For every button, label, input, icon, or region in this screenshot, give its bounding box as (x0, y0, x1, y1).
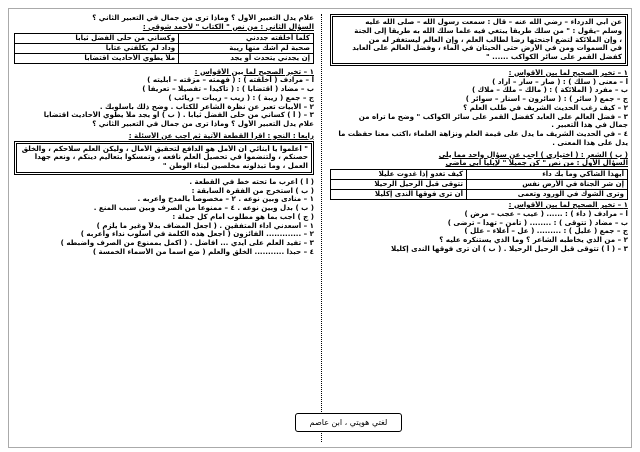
poem-hemistich: وترى الشوك في الورود وتعمى (467, 190, 628, 200)
question-item: ٤ – حبذا ........... الخلق والعلم ( ضع اسماً من الأسماء الخمسة ) (92, 247, 314, 256)
question-item: علام يدل التعبير الأول ؟ وماذا ترى من جمال في التعبير الثاني ؟ (92, 14, 314, 22)
poem-row (15, 33, 314, 43)
signature-label: لغتي هويتي ، ابن عاصم (295, 413, 402, 432)
poem-row (15, 53, 314, 63)
question-heading: ١ – تخير الصحيح لما بين الأقواس : (508, 68, 628, 77)
question-item: علام يدل التعبير الأول ؟ وماذا ترى من جمال في التعبير الثاني ؟ (92, 120, 314, 128)
poem-hemistich: أن ترى فوقها الندى إكليلا (331, 190, 467, 200)
question-item: يدل على هذا المعنى . (552, 138, 628, 147)
right-column (330, 14, 628, 254)
question-heading: السؤال الثاني : من نص " الكتاب " لأحمد شوقي : (142, 22, 314, 31)
question-item: ٢ – ............. الفائزون ( اجعل هذه الكلمة في أسلوب نداء وأعربه ) (80, 230, 314, 239)
poem-row (331, 180, 628, 190)
passage-line: ، وإن الملائكة لتضع أجنحتها رضاً لطالب العلم ، وإن العالم ليستغفر له من (368, 35, 622, 44)
poem-row (15, 43, 314, 53)
question-item: ٣ – ( أ ) كساني من حلى الفضل ثيابا . ( ب ) أو يجد ملأ يطوي الأحاديث اقتضابا (43, 111, 314, 120)
question-item: أ – مرادف ( داء ) : ...... ( عيب – عجب – مرض ) (464, 209, 628, 218)
passage-line: " أعلموا يا أبنائي أن الأمل هو الدافع لتحقيق الأمال ، وليكن العلم سلاحكم ، والخلق (21, 144, 308, 153)
question-item: ٢ – من الذي يخاطبه الشاعر ؟ وما الذي يستنكره عليه ؟ (439, 236, 628, 244)
poem-hemistich: وكساني من حلى الفضل ثيابا (15, 33, 179, 43)
question-item: ٣ – تفيد العلم على أيدي ... أفاضل . ( أكمل بممنوع من الصرف واضبطه ) (60, 239, 314, 247)
passage-line: كفضل القمر على سائر الكواكب ...... " (486, 53, 622, 61)
question-item: ٣ – فضل العالم على العابد كفضل القمر على سائر الكواكب " وضح ما تراه من (358, 112, 628, 121)
poem-hemistich: صحبة لم أشك منها ريبة (179, 43, 314, 53)
poem-hemistich: كلما أخلقته جددني (179, 33, 314, 43)
passage-line: في السموات ومن في الأرض حتى الحيتان في الماء ، وفضل العالم على العابد (352, 44, 622, 53)
question-item: أ – مرادف ( أخلقته ) : ( فهمته – مزقته – أبليته ) (147, 76, 314, 85)
question-heading: ١ – تخير الصحيح لما بين الأقواس : (194, 67, 314, 76)
left-column (14, 14, 314, 257)
section-heading: رابعاً : النحو : اقرأ القطعة الآتية ثم أجب عن الأسئلة : (128, 131, 314, 140)
poem-hemistich: ملأ يطوي الأحاديث اقتضابا (15, 53, 179, 63)
question-item: ٢ – كيف رغب الحديث الشريف في طلب العلم ؟ (463, 103, 628, 112)
question-item: ب – مضاد ( تتوقى ) : ........ ( تأمن – تهدأ – ترضى ) (447, 218, 628, 227)
grammar-passage-box (14, 141, 314, 175)
question-item: ج – جمع ( عليل ) : ......... ( عل – أعلاء – علل ) (464, 227, 628, 236)
poem-row (331, 170, 628, 180)
poem-row (331, 190, 628, 200)
question-item: ٢ – الأبيات تعبر عن نظرة الشاعر للكتاب . وضح ذلك بأسلوبك . (99, 102, 314, 111)
question-item: ج – جمع ( سائر ) : ( سائرون – أسنار – سوائر ) (465, 95, 628, 103)
poem-hemistich: أيهذا الشاكي وما بك داء (467, 170, 628, 180)
question-item: جمال في هذا التعبير . (551, 121, 628, 130)
question-item: أ – معنى ( سلك ) : ( صار – سار – أراد ) (492, 77, 628, 86)
poem-hemistich: تتوقى قبل الرحيل الرحيلا (331, 180, 467, 190)
poem-table (14, 33, 314, 64)
question-item: ٤ – في الحديث الشريف ما يدل على قيمة العلم ونزاهة العلماء ،اكتب معنا حفظت ما (338, 130, 628, 138)
question-item: ١ – أسعدني أداء المتفقين . ( اجعل المضاف بدلاً وغير ما يلزم ) (96, 221, 314, 230)
poem-hemistich: وداد لم يكلفني عتابا (15, 43, 179, 53)
column-divider (321, 14, 322, 442)
question-item: ب – مفرد ( الملائكة ) : ( مالك – ملك – ملاك ) (471, 86, 628, 95)
passage-line: حصنكم ، ولتنضموا في تحصيل العلم نافعه ، وتمسكوا بتعاليم دينكم ، ونعم جهداً (34, 153, 308, 162)
passage-line: عن أبي الدرداء – رضي الله عنه – قال : سمعت رسول الله – صلى الله عليه (365, 18, 622, 26)
question-heading: ١ – تخير الصحيح لما بين الأقواس : (508, 201, 628, 209)
question-item: ج – جمع ( ريبة ) : ( ريب – ريبات – ريائب ) (168, 93, 314, 102)
hadith-passage-box (330, 14, 628, 66)
question-item: ( ج ) أجب بما هو مطلوب أمام كل جملة : (172, 212, 314, 221)
section-heading: ( ب ) الشعر : ( اختياري ) أجب عن سؤال واحد مما يلي (438, 150, 628, 159)
poem-hemistich: إن شر الجناة في الأرض نفس (467, 180, 628, 190)
question-item: ( ب ) استخرج من الفقرة السابقة : (191, 186, 314, 195)
poem-table (330, 169, 628, 200)
poem-hemistich: إن يجدني يتحدث أو يجد (179, 53, 314, 63)
passage-line: العمل ، وما تبذلونه مخلصين لبناء الوطن " (162, 162, 308, 170)
question-heading: السؤال الأول : من نص " كن جميلاً " لإيليا أبي ماضي (445, 159, 628, 168)
passage-line: وسلم –يقول : " من سلك طريقاً يبتغي فيه علماً سلك الله به طريقاً إلى الجنة (354, 26, 622, 35)
question-item: ٣ – ( أ ) تتوقى قبل الرحيل الرحيلا . ( ب ) أن ترى فوقها الندى إكليلا (390, 244, 628, 253)
question-item: ١ – منادى وبين نوعه . ٢ – مخصوصاً بالمدح وأعربه . (137, 195, 314, 204)
question-item: ( ب ) بدل وبين نوعه . ٤ – ممنوعاً من الصرف وبين سبب المنع . (93, 204, 314, 212)
poem-hemistich: كيف تغدو إذا غدوت عليلا (331, 170, 467, 180)
question-item: ب – مضاد ( اقتضابا ) : ( تأكيدا – تفصيلا – تعريفاً ) (142, 85, 314, 93)
question-item: ( أ ) أعرب ما تحته خط في القطعة . (189, 177, 314, 186)
